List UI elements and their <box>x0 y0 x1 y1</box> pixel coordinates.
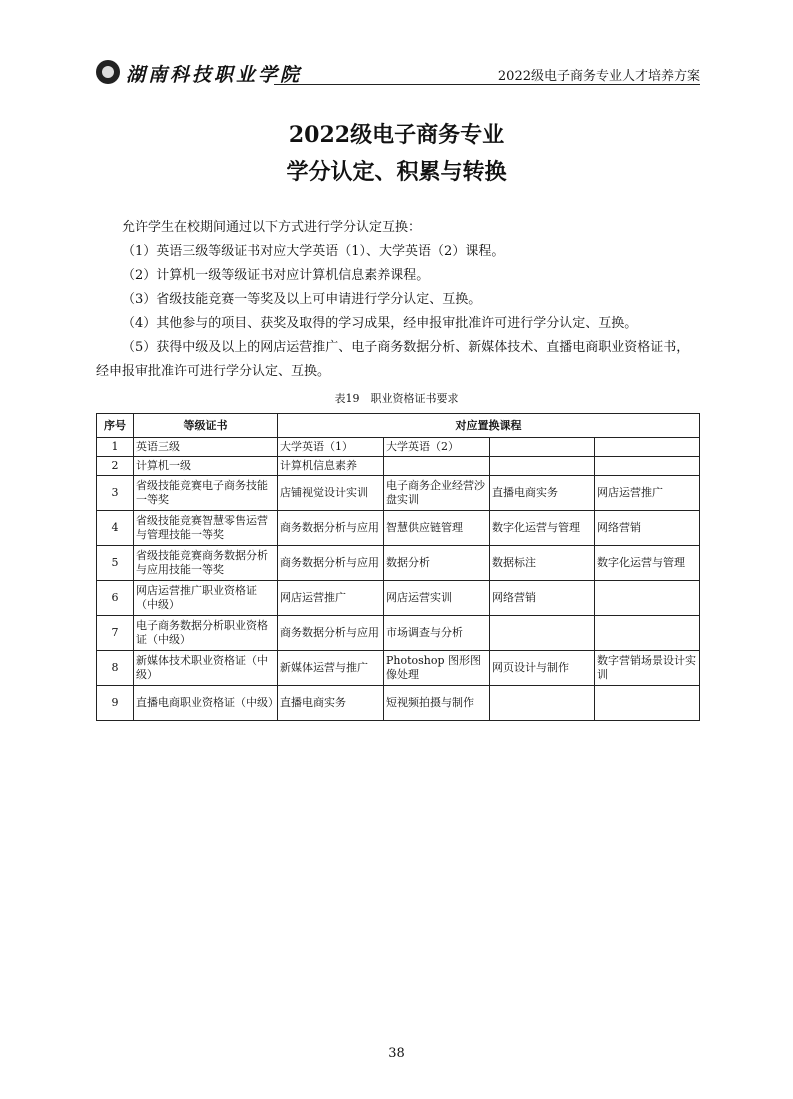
table-header-row <box>97 414 700 438</box>
school-logo-icon <box>96 60 120 84</box>
paragraph: （1）英语三级等级证书对应大学英语（1）、大学英语（2）课程。 <box>122 244 505 259</box>
table-row <box>97 457 700 476</box>
paragraph: 允许学生在校期间通过以下方式进行学分认定互换： <box>122 220 422 235</box>
cell-course: 网页设计与制作 <box>490 651 595 686</box>
cell-course: 网店运营实训 <box>384 581 490 616</box>
cell-course <box>384 457 490 476</box>
cell-no: 6 <box>97 581 134 616</box>
cell-course: 网店运营推广 <box>595 476 700 511</box>
header-courses: 对应置换课程 <box>278 414 700 438</box>
cell-no: 5 <box>97 546 134 581</box>
cell-cert: 新媒体技术职业资格证（中级） <box>134 651 278 686</box>
cell-cert: 省级技能竞赛智慧零售运营与管理技能一等奖 <box>134 511 278 546</box>
page-title-line2: 学分认定、积累与转换 <box>286 159 507 185</box>
cell-course <box>490 686 595 721</box>
paragraph: （2）计算机一级等级证书对应计算机信息素养课程。 <box>122 268 430 283</box>
cell-no: 2 <box>97 457 134 476</box>
cell-course: 商务数据分析与应用 <box>278 616 384 651</box>
paragraph: （5）获得中级及以上的网店运营推广、电子商务数据分析、新媒体技术、直播电商职业资格证书，经申报审批准许可进行学分认定、互换。 <box>96 340 690 379</box>
cell-no: 4 <box>97 511 134 546</box>
cell-course <box>595 457 700 476</box>
cell-cert: 省级技能竞赛电子商务技能一等奖 <box>134 476 278 511</box>
cell-course: 网店运营推广 <box>278 581 384 616</box>
cell-course: 网络营销 <box>595 511 700 546</box>
header-cert: 等级证书 <box>134 414 278 438</box>
cell-course <box>595 581 700 616</box>
cell-course <box>490 438 595 457</box>
cell-course: 电子商务企业经营沙盘实训 <box>384 476 490 511</box>
document-title: 2022级电子商务专业人才培养方案 <box>497 69 700 84</box>
table-row <box>97 651 700 686</box>
cell-course: 数据分析 <box>384 546 490 581</box>
cell-course <box>490 616 595 651</box>
cell-cert: 直播电商职业资格证（中级） <box>134 686 278 721</box>
page-number: 38 <box>388 1046 405 1061</box>
page-title-line1: 2022级电子商务专业 <box>288 122 505 148</box>
cell-cert: 英语三级 <box>134 438 278 457</box>
cell-course: 市场调查与分析 <box>384 616 490 651</box>
cell-course: 大学英语（2） <box>384 438 490 457</box>
cell-course: 直播电商实务 <box>490 476 595 511</box>
paragraph: （4）其他参与的项目、获奖及取得的学习成果，经申报审批准许可进行学分认定、互换。 <box>122 316 638 331</box>
cell-no: 1 <box>97 438 134 457</box>
cell-no: 9 <box>97 686 134 721</box>
cell-course: 智慧供应链管理 <box>384 511 490 546</box>
cell-cert: 计算机一级 <box>134 457 278 476</box>
cell-cert: 省级技能竞赛商务数据分析与应用技能一等奖 <box>134 546 278 581</box>
cell-course: 商务数据分析与应用 <box>278 511 384 546</box>
header-no: 序号 <box>97 414 134 438</box>
cell-course: Photoshop 图形图像处理 <box>384 651 490 686</box>
paragraph: （3）省级技能竞赛一等奖及以上可申请进行学分认定、互换。 <box>122 292 482 307</box>
table-row <box>97 616 700 651</box>
cell-course: 新媒体运营与推广 <box>278 651 384 686</box>
table-row <box>97 581 700 616</box>
table-row <box>97 686 700 721</box>
cell-course <box>595 438 700 457</box>
cell-course <box>490 457 595 476</box>
cell-course: 店铺视觉设计实训 <box>278 476 384 511</box>
table-row <box>97 511 700 546</box>
cell-course: 大学英语（1） <box>278 438 384 457</box>
cell-cert: 电子商务数据分析职业资格证（中级） <box>134 616 278 651</box>
table-caption: 表19 职业资格证书要求 <box>334 392 459 405</box>
cell-course: 数字化运营与管理 <box>490 511 595 546</box>
cell-course: 商务数据分析与应用 <box>278 546 384 581</box>
cell-course: 数字营销场景设计实训 <box>595 651 700 686</box>
cell-cert: 网店运营推广职业资格证（中级） <box>134 581 278 616</box>
cell-no: 3 <box>97 476 134 511</box>
table-row <box>97 546 700 581</box>
cell-course <box>595 616 700 651</box>
page-header <box>96 52 700 88</box>
cell-course: 网络营销 <box>490 581 595 616</box>
cell-no: 8 <box>97 651 134 686</box>
cell-course <box>595 686 700 721</box>
cell-no: 7 <box>97 616 134 651</box>
cell-course: 直播电商实务 <box>278 686 384 721</box>
intro-text <box>96 216 698 384</box>
cell-course: 短视频拍摄与制作 <box>384 686 490 721</box>
header-rule <box>274 84 700 85</box>
cell-course: 数据标注 <box>490 546 595 581</box>
table-row <box>97 438 700 457</box>
table-row <box>97 476 700 511</box>
cell-course: 数字化运营与管理 <box>595 546 700 581</box>
school-name: 湖南科技职业学院 <box>126 64 303 86</box>
cell-course: 计算机信息素养 <box>278 457 384 476</box>
certificate-table <box>96 413 700 721</box>
